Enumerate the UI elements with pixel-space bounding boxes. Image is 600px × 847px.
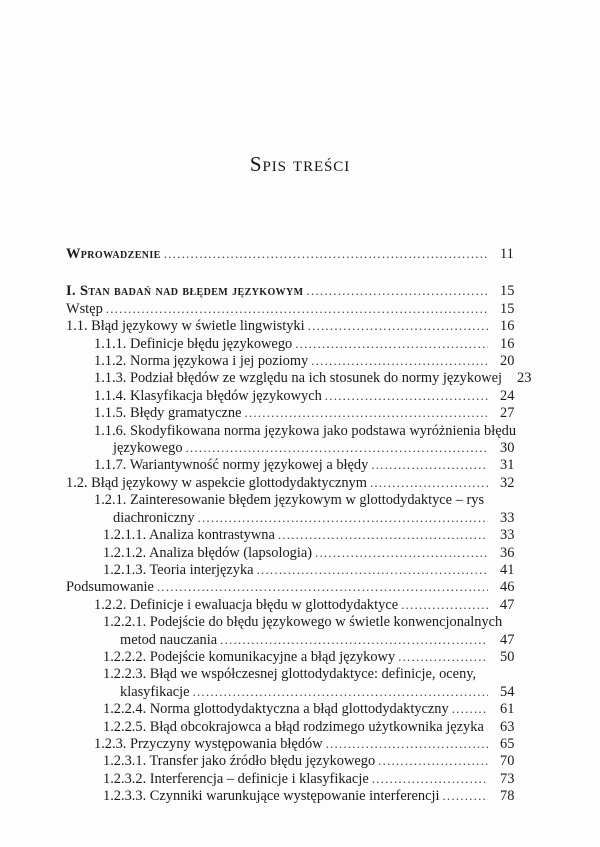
toc-entry[interactable]: [120, 684, 534, 701]
toc-entry[interactable]: [66, 301, 534, 318]
table-of-contents: [66, 246, 534, 806]
toc-entry-label: Podsumowanie: [66, 579, 154, 596]
toc-dot-leader: [186, 444, 488, 457]
toc-entry-label: 1.2.3.1. Transfer jako źródło błędu językowego: [103, 753, 376, 770]
toc-page-number: 33: [500, 509, 515, 526]
toc-page-number: 15: [500, 283, 515, 300]
toc-dot-leader: [442, 793, 488, 806]
toc-dot-leader: [315, 549, 488, 562]
toc-entry-label: 1.2.2.4. Norma glottodydaktyczna a błąd glottodydaktyczny: [103, 701, 449, 718]
toc-dot-leader: [479, 671, 488, 684]
toc-dot-leader: [295, 340, 488, 353]
toc-page-number: 73: [500, 770, 515, 787]
toc-entry-label: Wstęp: [66, 300, 103, 317]
toc-dot-leader: [278, 532, 488, 545]
page-title: Spis treści: [249, 152, 351, 176]
toc-entry[interactable]: [94, 457, 534, 474]
toc-entry[interactable]: [113, 440, 534, 457]
toc-entry[interactable]: [103, 545, 534, 562]
toc-entry-label: 1.2.2.1. Podejście do błędu językowego w świetle konwencjonalnych: [103, 614, 503, 631]
toc-entry-label: Wprowadzenie: [66, 246, 161, 262]
toc-entry[interactable]: [94, 492, 534, 509]
toc-entry[interactable]: [103, 719, 534, 736]
toc-entry[interactable]: [94, 423, 534, 440]
toc-dot-leader: [164, 250, 488, 263]
toc-dot-leader: [378, 758, 488, 771]
toc-dot-leader: [398, 653, 488, 666]
toc-page-number: 61: [500, 701, 515, 718]
toc-entry[interactable]: [120, 632, 534, 649]
toc-entry-label: 1.1.1. Definicje błędu językowego: [94, 335, 293, 352]
toc-entry-label: 1.1. Błąd językowy w świetle lingwistyki: [66, 318, 305, 335]
toc-entry-label: 1.2.1.2. Analiza błędów (lapsologia): [103, 544, 313, 561]
toc-page-number: 41: [500, 561, 515, 578]
toc-dot-leader: [371, 462, 488, 475]
toc-page-number: 50: [500, 648, 515, 665]
toc-entry-label: 1.2. Błąd językowy w aspekcie glottodydaktycznym: [66, 474, 367, 491]
toc-dot-leader: [308, 323, 488, 336]
toc-dot-leader: [220, 636, 488, 649]
toc-entry[interactable]: [103, 701, 534, 718]
toc-dot-leader: [326, 740, 488, 753]
toc-page-number: 47: [500, 631, 515, 648]
toc-dot-leader: [106, 305, 488, 318]
toc-entry-label: 1.2.1.3. Teoria interjęzyka: [103, 561, 254, 578]
toc-entry[interactable]: [94, 405, 534, 422]
toc-page-number: 32: [500, 474, 515, 491]
toc-entry[interactable]: [94, 736, 534, 753]
toc-dot-leader: [307, 288, 488, 301]
section-spacer: [66, 263, 534, 283]
toc-entry[interactable]: [103, 562, 534, 579]
toc-entry[interactable]: [113, 510, 534, 527]
toc-page-number: 46: [500, 579, 515, 596]
toc-entry-label: 1.1.6. Skodyfikowana norma językowa jako podstawa wyróżnienia błędu: [94, 422, 517, 439]
toc-page-number: 20: [500, 353, 515, 370]
toc-dot-leader: [157, 584, 488, 597]
toc-entry-label: I. Stan badań nad błędem językowym: [66, 283, 304, 300]
toc-entry[interactable]: [66, 579, 534, 596]
toc-entry-label: 1.2.2.3. Błąd we współczesnej glottodydaktyce: definicje, oceny,: [103, 666, 477, 683]
toc-page-number: 63: [500, 718, 515, 735]
toc-entry[interactable]: [103, 771, 534, 788]
toc-entry[interactable]: [103, 614, 534, 631]
toc-entry[interactable]: [94, 388, 534, 405]
toc-entry-label: 1.2.2. Definicje i ewaluacja błędu w glottodydaktyce: [94, 596, 399, 613]
toc-page-number: 31: [500, 457, 515, 474]
toc-dot-leader: [311, 357, 488, 370]
toc-entry-label: 1.2.3.3. Czynniki warunkujące występowanie interferencji: [103, 788, 440, 805]
toc-dot-leader: [370, 479, 488, 492]
toc-entry-label: 1.1.7. Wariantywność normy językowej a błędy: [94, 457, 369, 474]
toc-entry[interactable]: [94, 597, 534, 614]
toc-entry[interactable]: [94, 370, 534, 387]
toc-dot-leader: [244, 410, 488, 423]
toc-entry[interactable]: [94, 336, 534, 353]
toc-entry-label: 1.1.2. Norma językowa i jej poziomy: [94, 353, 309, 370]
toc-entry[interactable]: [66, 246, 534, 263]
toc-entry[interactable]: [103, 788, 534, 805]
toc-page-number: 30: [500, 440, 515, 457]
toc-entry-label: diachroniczny: [113, 509, 195, 526]
toc-entry-label: klasyfikacje: [120, 683, 190, 700]
toc-entry-label: 1.2.3. Przyczyny występowania błędów: [94, 735, 323, 752]
toc-entry-label: 1.2.1. Zainteresowanie błędem językowym w glottodydaktyce – rys: [94, 492, 485, 509]
toc-dot-leader: [452, 706, 488, 719]
toc-page-number: 24: [500, 387, 515, 404]
toc-dot-leader: [487, 723, 488, 736]
toc-dot-leader: [198, 514, 488, 527]
toc-entry[interactable]: [66, 283, 534, 300]
toc-entry-label: 1.2.2.2. Podejście komunikacyjne a błąd językowy: [103, 648, 396, 665]
toc-page-number: 33: [500, 527, 515, 544]
toc-page-number: 47: [500, 596, 515, 613]
toc-page-number: 65: [500, 735, 515, 752]
toc-page-number: 27: [500, 405, 515, 422]
toc-dot-leader: [487, 497, 488, 510]
toc-page-number: 23: [517, 370, 532, 387]
toc-entry-label: 1.1.5. Błędy gramatyczne: [94, 405, 242, 422]
toc-entry-label: 1.2.3.2. Interferencja – definicje i klasyfikacje: [103, 770, 369, 787]
toc-entry[interactable]: [103, 527, 534, 544]
toc-entry[interactable]: [103, 649, 534, 666]
toc-dot-leader: [401, 601, 488, 614]
toc-page-number: 15: [500, 300, 515, 317]
toc-entry[interactable]: [103, 753, 534, 770]
toc-entry-label: 1.2.2.5. Błąd obcokrajowca a błąd rodzimego użytkownika języka: [103, 718, 484, 735]
toc-page-number: 54: [500, 683, 515, 700]
toc-page-number: 16: [500, 335, 515, 352]
toc-dot-leader: [325, 392, 488, 405]
toc-page-number: 16: [500, 318, 515, 335]
toc-page-number: 70: [500, 753, 515, 770]
toc-entry-label: 1.1.3. Podział błędów ze względu na ich stosunek do normy językowej: [94, 370, 503, 387]
toc-entry[interactable]: [66, 318, 534, 335]
toc-page-number: 78: [500, 788, 515, 805]
toc-entry[interactable]: [94, 353, 534, 370]
toc-entry[interactable]: [103, 666, 534, 683]
toc-entry-label: 1.2.1.1. Analiza kontrastywna: [103, 527, 275, 544]
toc-page-number: 36: [500, 544, 515, 561]
toc-entry-label: językowego: [113, 440, 183, 457]
toc-dot-leader: [372, 775, 488, 788]
toc-dot-leader: [257, 566, 488, 579]
toc-entry-label: metod nauczania: [120, 631, 218, 648]
toc-page-number: 11: [500, 246, 514, 262]
toc-dot-leader: [193, 688, 488, 701]
toc-entry[interactable]: [66, 475, 534, 492]
toc-entry-label: 1.1.4. Klasyfikacja błędów językowych: [94, 387, 322, 404]
